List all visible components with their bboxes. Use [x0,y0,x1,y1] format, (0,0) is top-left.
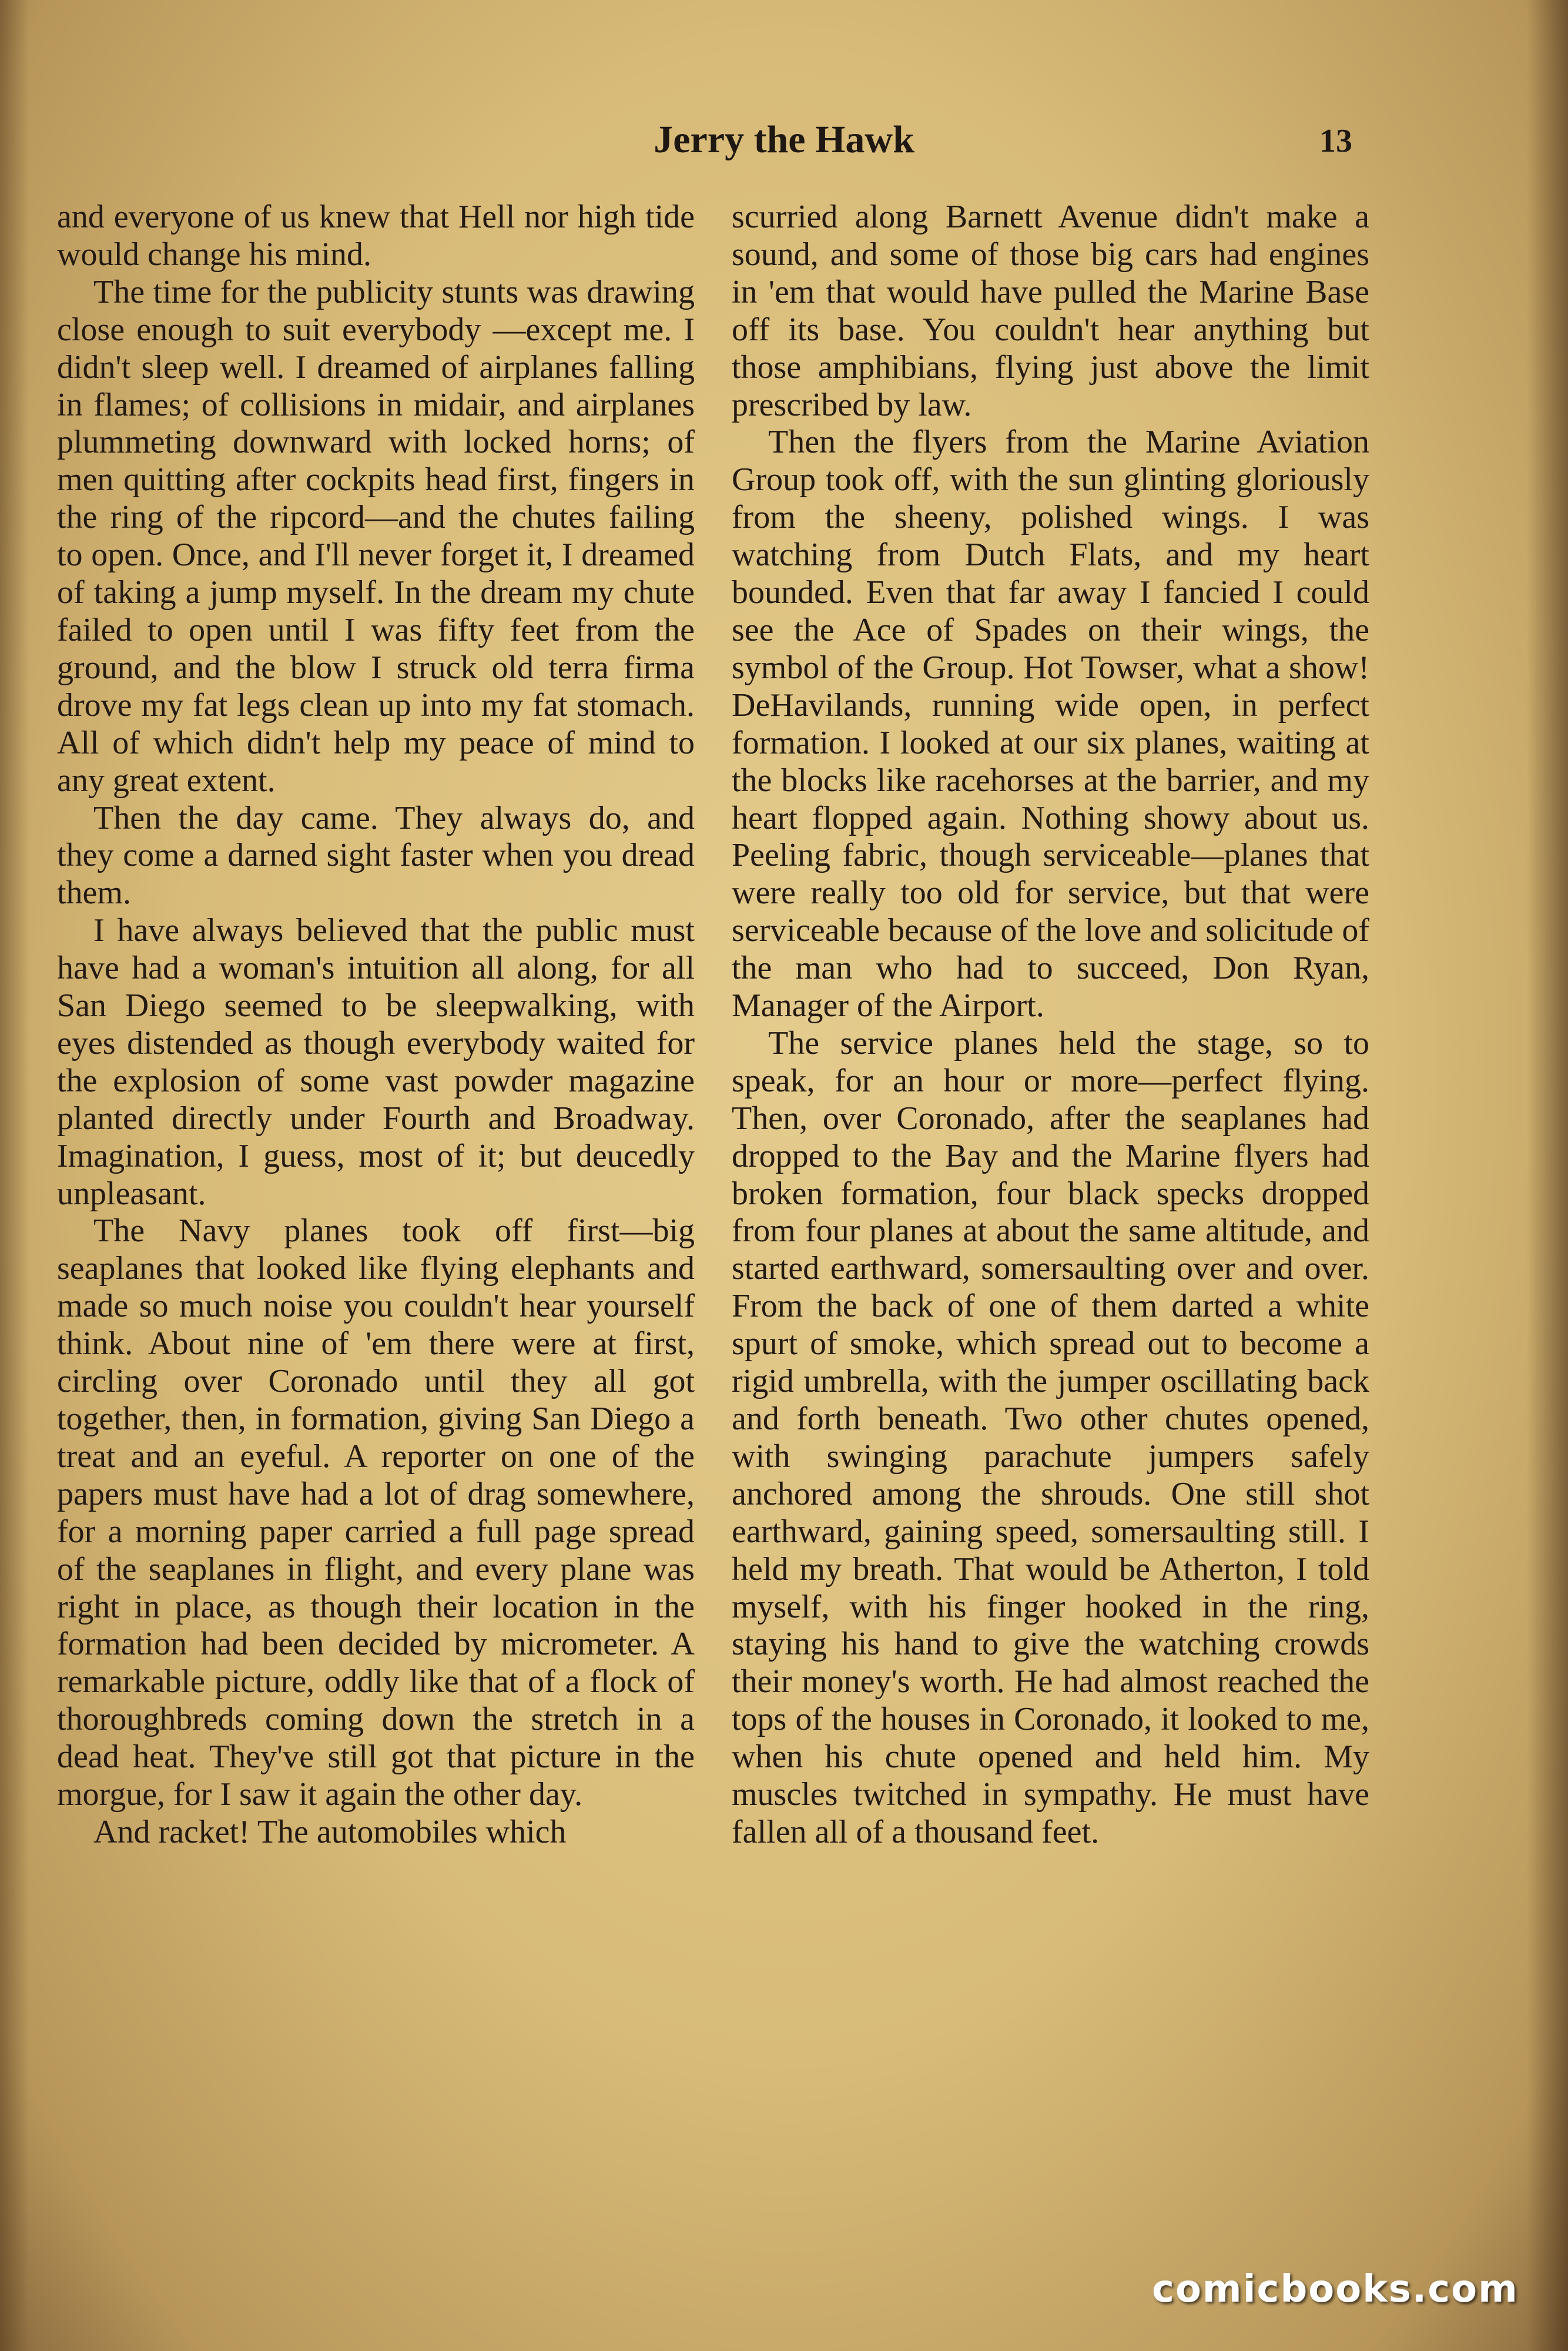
page-right-shadow [1527,0,1568,2351]
paragraph: scurried along Barnett Avenue didn't make a sound, and some of those big cars had engines in 'em that would have pulled the Marine Base off its base. You couldn't hear anything but those amphibians, flying just above the limit prescribed by law. [732,199,1369,423]
running-title: Jerry the Hawk [654,118,914,161]
page-header [0,118,1568,182]
paragraph: The service planes held the stage, so to speak, for an hour or more—perfect flying. Then, over Coronado, after the seaplanes had dropped to the Bay and the Marine flyers had broken formation, four black specks dropped from four planes at about the same altitude, and started earthward, somersaulting over and over. From the back of one of them darted a white spurt of smoke, which spread out to become a rigid umbrella, with the jumper oscillating back and forth beneath. Two other chutes opened, with swinging parachute jumpers safely anchored among the shrouds. One still shot earthward, gaining speed, somersaulting still. I held my breath. That would be Atherton, I told myself, with his finger hooked in the ring, staying his hand to give the watching crowds their money's worth. He had almost reached the tops of the houses in Coronado, it looked to me, when his chute opened and held him. My muscles twitched in sympathy. He must have fallen all of a thousand feet. [732,1024,1369,1850]
paragraph: and everyone of us knew that Hell nor high tide would change his mind. [57,199,695,273]
paragraph: The time for the publicity stunts was drawing close enough to suit everybody —except me. I didn't sleep well. I dreamed of airplanes falling in flames; of collisions in midair, and airplanes plummeting downward with locked horns; of men quitting after cockpits head first, fingers in the ring of the ripcord—and the chutes failing to open. Once, and I'll never forget it, I dreamed of taking a jump myself. In the dream my chute failed to open until I was fifty feet from the ground, and the blow I struck old terra firma drove my fat legs clean up into my fat stomach. All of which didn't help my peace of mind to any great extent. [57,273,695,799]
page-number: 13 [1319,123,1352,159]
right-text-column [732,199,1369,1851]
paragraph: Then the day came. They always do, and they come a darned sight faster when you dread them. [57,799,695,912]
paragraph: I have always believed that the public must have had a woman's intuition all along, for all San Diego seemed to be sleepwalking, with eyes distended as though everybody waited for the explosion of some vast powder magazine planted directly under Fourth and Broadway. Imagination, I guess, most of it; but deucedly unpleasant. [57,912,695,1212]
watermark: comicbooks.com [1152,2268,1519,2311]
paragraph: Then the flyers from the Marine Aviation Group took off, with the sun glinting gloriously from the sheeny, polished wings. I was watching from Dutch Flats, and my heart bounded. Even that far away I fancied I could see the Ace of Spades on their wings, the symbol of the Group. Hot Towser, what a show! DeHavilands, running wide open, in perfect formation. I looked at our six planes, waiting at the blocks like racehorses at the barrier, and my heart flopped again. Nothing showy about us. Peeling fabric, though serviceable—planes that were really too old for service, but that were serviceable because of the love and solicitude of the man who had to succeed, Don Ryan, Manager of the Airport. [732,424,1369,1024]
paragraph: The Navy planes took off first—big seaplanes that looked like flying elephants and made so much noise you couldn't hear yourself think. About nine of 'em there were at first, circling over Coronado until they all got together, then, in formation, giving San Diego a treat and an eyeful. A reporter on one of the papers must have had a lot of drag somewhere, for a morning paper carried a full page spread of the seaplanes in flight, and every plane was right in place, as though their location in the formation had been decided by micrometer. A remarkable picture, oddly like that of a flock of thoroughbreds coming down the stretch in a dead heat. They've still got that picture in the morgue, for I saw it again the other day. [57,1213,695,1813]
paragraph: And racket! The automobiles which [93,1813,567,1850]
page-left-shadow [0,0,29,2351]
left-text-column [57,199,695,1851]
